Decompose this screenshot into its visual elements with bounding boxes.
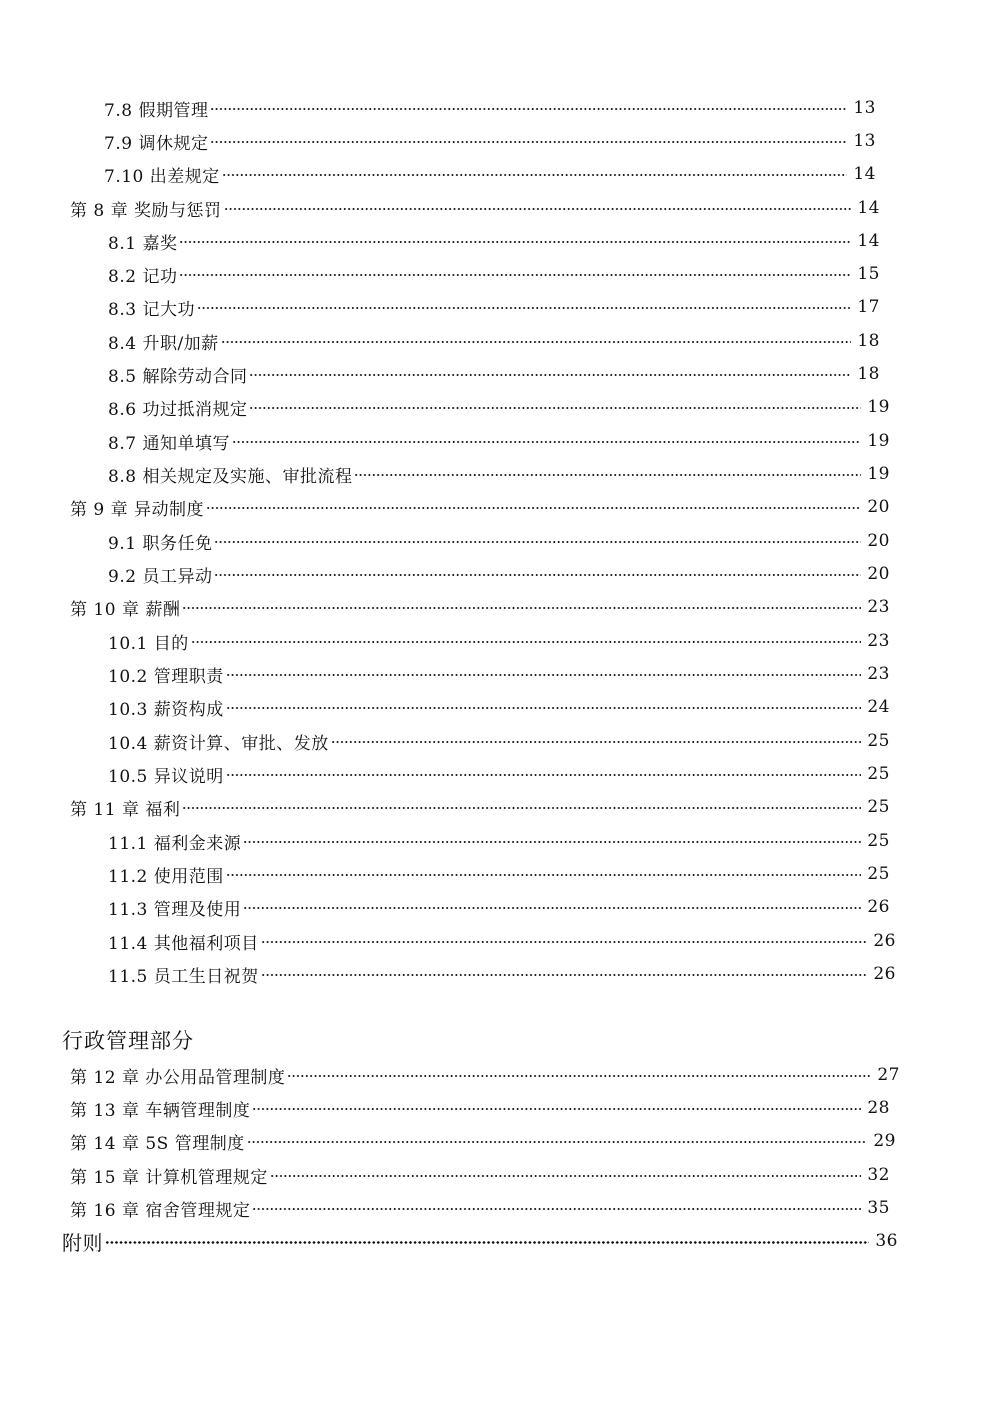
toc-entry [108, 527, 890, 555]
toc-entry-page: 19 [867, 464, 890, 484]
toc-entry-page: 36 [875, 1231, 898, 1251]
toc-entry-page: 26 [873, 931, 896, 951]
toc-entry-title: 7.9 调休规定 [104, 133, 209, 154]
toc-entry-title: 11.2 使用范围 [108, 866, 224, 887]
toc-entry [108, 293, 880, 321]
toc-entry [108, 893, 890, 921]
toc-entry-title: 7.10 出差规定 [104, 166, 220, 187]
dot-leader [249, 407, 861, 409]
toc-entry-title: 8.7 通知单填写 [108, 433, 230, 454]
toc-entry-page: 14 [857, 231, 880, 251]
toc-entry [108, 693, 890, 721]
toc-entry-title: 8.8 相关规定及实施、审批流程 [108, 466, 353, 487]
toc-entry [104, 94, 876, 122]
toc-entry [108, 727, 890, 755]
toc-entry-title: 8.2 记功 [108, 266, 178, 287]
dot-leader [270, 1175, 862, 1177]
toc-entry [108, 393, 890, 421]
toc-entry-page: 14 [853, 164, 876, 184]
dot-leader [261, 974, 868, 976]
dot-leader [226, 874, 862, 876]
toc-entry-title: 8.6 功过抵消规定 [108, 399, 248, 420]
dot-leader [354, 474, 861, 476]
toc-entry-page: 18 [857, 331, 880, 351]
toc-entry [108, 227, 880, 255]
toc-entry-title: 10.5 异议说明 [108, 766, 224, 787]
toc-entry [108, 360, 880, 388]
toc-entry-title: 第 14 章 5S 管理制度 [70, 1133, 245, 1154]
dot-leader [226, 707, 862, 709]
toc-entry-title: 第 10 章 薪酬 [70, 599, 181, 620]
toc-entry-title: 第 9 章 异动制度 [70, 499, 205, 520]
dot-leader [252, 1108, 861, 1110]
toc-entry-page: 20 [867, 531, 890, 551]
toc-entry-title: 8.4 升职/加薪 [108, 333, 219, 354]
toc-entry-title: 第 16 章 宿舍管理规定 [70, 1200, 251, 1221]
toc-entry-page: 20 [867, 497, 890, 517]
dot-leader [221, 341, 852, 343]
toc-entry-page: 25 [867, 831, 890, 851]
dot-leader [331, 741, 862, 743]
toc-entry-page: 14 [857, 198, 880, 218]
toc-entry [108, 827, 890, 855]
toc-chapter [70, 793, 890, 821]
toc-entry-page: 27 [877, 1065, 900, 1085]
dot-leader [247, 1141, 868, 1143]
toc-entry [108, 927, 896, 955]
dot-leader [210, 141, 847, 143]
toc-entry-page: 17 [857, 297, 880, 317]
toc-entry-page: 24 [867, 697, 890, 717]
toc-entry-title: 10.4 薪资计算、审批、发放 [108, 733, 329, 754]
toc-entry-page: 25 [867, 764, 890, 784]
toc-entry [108, 560, 890, 588]
toc-entry-page: 28 [867, 1098, 890, 1118]
dot-leader [261, 941, 868, 943]
dot-leader [243, 907, 861, 909]
toc-entry [108, 660, 890, 688]
toc-entry-page: 18 [857, 364, 880, 384]
toc-chapter [70, 194, 880, 222]
dot-leader [179, 274, 851, 276]
toc-entry-page: 25 [867, 797, 890, 817]
toc-chapter [70, 1061, 900, 1089]
toc-entry-title: 11.1 福利金来源 [108, 833, 242, 854]
toc-entry-title: 第 11 章 福利 [70, 799, 181, 820]
toc-entry [104, 127, 876, 155]
toc-entry-page: 13 [853, 98, 876, 118]
toc-entry-title: 10.2 管理职责 [108, 666, 224, 687]
toc-entry-page: 25 [867, 731, 890, 751]
toc-entry-title: 11.3 管理及使用 [108, 899, 242, 920]
toc-entry-title: 10.3 薪资构成 [108, 699, 224, 720]
toc-entry-page: 23 [867, 664, 890, 684]
toc-entry [108, 427, 890, 455]
toc-entry-page: 19 [867, 397, 890, 417]
section-heading: 行政管理部分 [62, 1029, 194, 1053]
dot-leader [179, 241, 851, 243]
dot-leader [226, 674, 862, 676]
toc-entry-title: 第 13 章 车辆管理制度 [70, 1100, 251, 1121]
toc-chapter [70, 1127, 896, 1155]
toc-entry [108, 627, 890, 655]
dot-leader [214, 541, 861, 543]
toc-entry-page: 15 [857, 264, 880, 284]
toc-entry [108, 760, 890, 788]
dot-leader [252, 1208, 861, 1210]
toc-entry-title: 附则 [62, 1230, 103, 1255]
toc-entry-page: 26 [873, 964, 896, 984]
dot-leader [214, 574, 861, 576]
dot-leader [226, 774, 862, 776]
toc-entry-page: 32 [867, 1165, 890, 1185]
toc-entry [104, 160, 876, 188]
toc-entry-page: 29 [873, 1131, 896, 1151]
dot-leader [249, 374, 851, 376]
toc-entry-page: 26 [867, 897, 890, 917]
toc-entry-title: 第 12 章 办公用品管理制度 [70, 1067, 286, 1088]
toc-entry-title: 8.5 解除劳动合同 [108, 366, 248, 387]
toc-entry-title: 7.8 假期管理 [104, 100, 209, 121]
toc-entry-title: 9.1 职务任免 [108, 533, 213, 554]
toc-entry-page: 23 [867, 597, 890, 617]
toc-entry-title: 10.1 目的 [108, 633, 189, 654]
toc-entry-title: 8.3 记大功 [108, 299, 195, 320]
toc-chapter [70, 1194, 890, 1222]
toc-entry-page: 13 [853, 131, 876, 151]
dot-leader [224, 208, 852, 210]
toc-chapter [70, 1161, 890, 1189]
toc-entry-page: 35 [867, 1198, 890, 1218]
toc-entry-page: 23 [867, 631, 890, 651]
toc-entry-title: 第 8 章 奖励与惩罚 [70, 200, 222, 221]
dot-leader [210, 108, 847, 110]
toc-entry [108, 860, 890, 888]
dot-leader [287, 1075, 871, 1077]
toc-entry-title: 9.2 员工异动 [108, 566, 213, 587]
toc-entry-title: 11.5 员工生日祝贺 [108, 966, 259, 987]
toc-appendix [62, 1227, 898, 1255]
toc-chapter [70, 493, 890, 521]
dot-leader [105, 1241, 869, 1244]
toc-entry-page: 19 [867, 431, 890, 451]
dot-leader [197, 307, 851, 309]
dot-leader [206, 507, 861, 509]
toc-entry-title: 11.4 其他福利项目 [108, 933, 259, 954]
toc-chapter [70, 1094, 890, 1122]
dot-leader [232, 441, 861, 443]
toc-entry [108, 327, 880, 355]
toc-entry [108, 260, 880, 288]
dot-leader [222, 174, 848, 176]
toc-entry-title: 8.1 嘉奖 [108, 233, 178, 254]
dot-leader [243, 841, 861, 843]
dot-leader [182, 807, 861, 809]
toc-entry-page: 25 [867, 864, 890, 884]
toc-entry [108, 460, 890, 488]
toc-chapter [70, 593, 890, 621]
toc-entry-page: 20 [867, 564, 890, 584]
dot-leader [191, 641, 862, 643]
dot-leader [182, 607, 861, 609]
toc-entry [108, 960, 896, 988]
toc-entry-title: 第 15 章 计算机管理规定 [70, 1167, 268, 1188]
